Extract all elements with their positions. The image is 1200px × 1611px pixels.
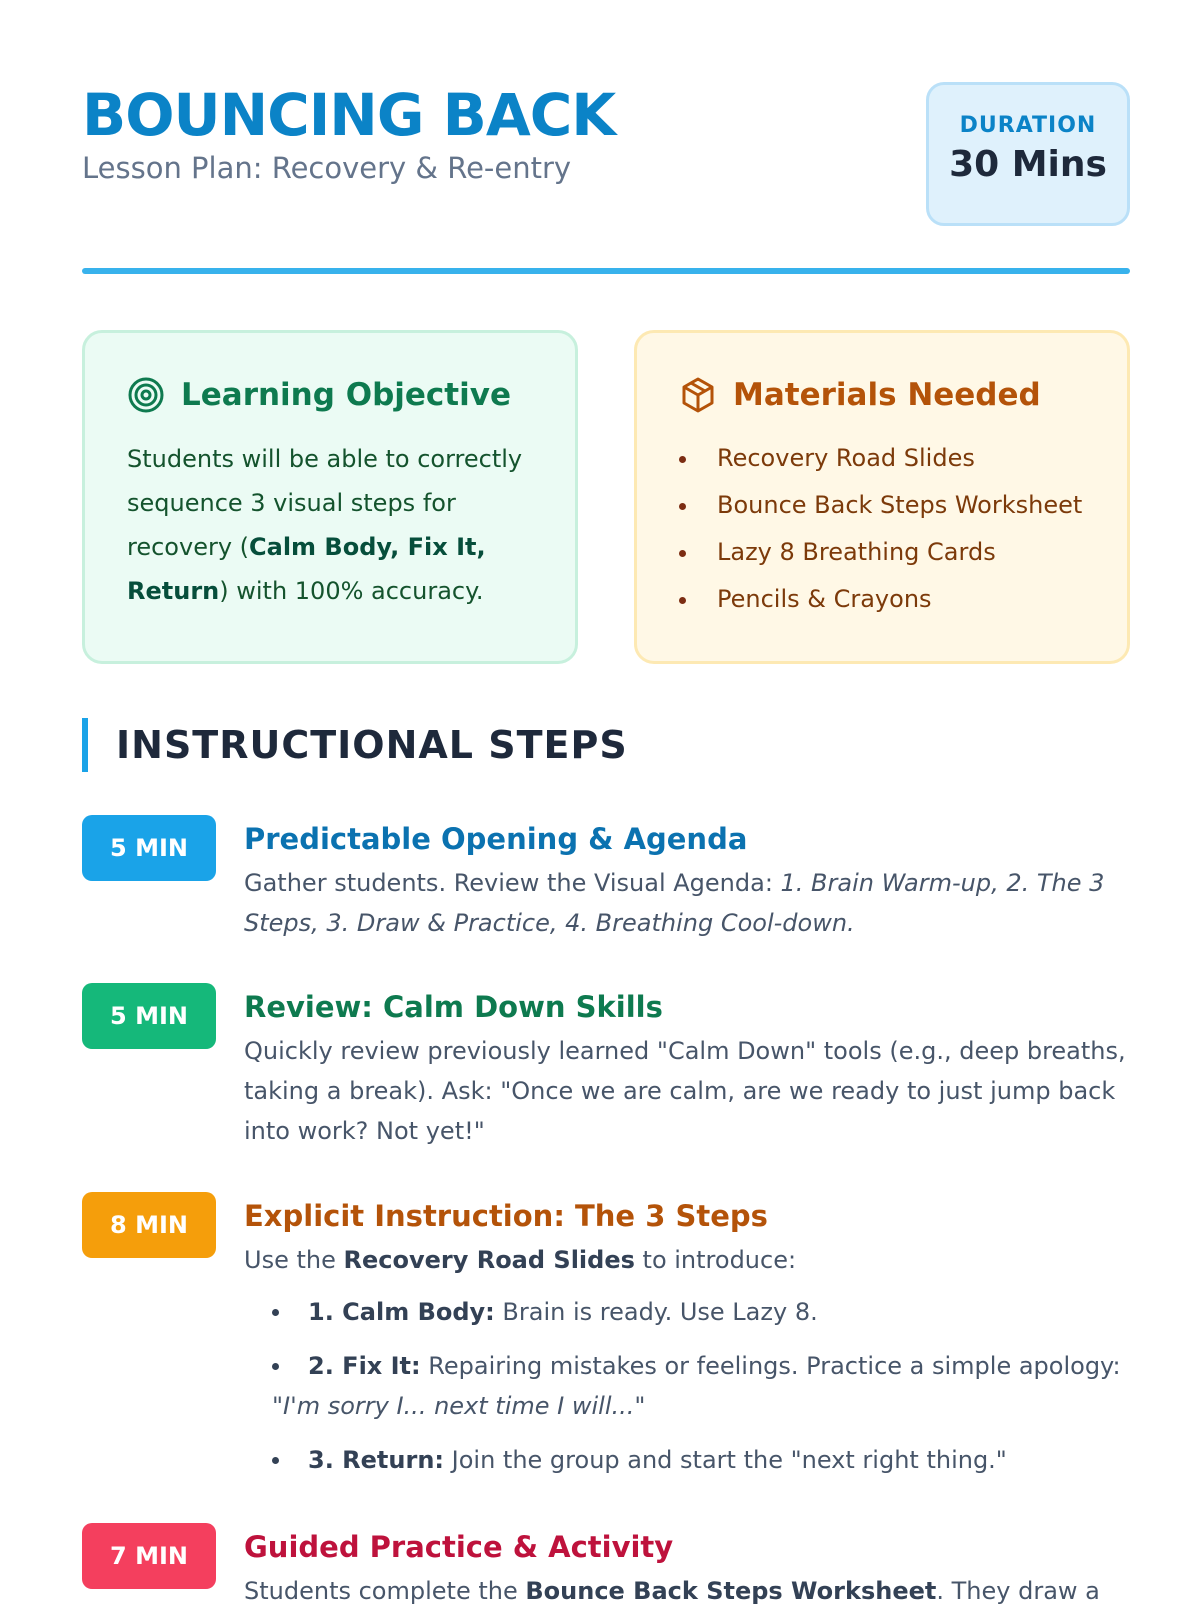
materials-heading	[679, 373, 1085, 417]
step-title: Predictable Opening & Agenda	[244, 822, 748, 856]
list-item: 2. Fix It: Repairing mistakes or feelings. Practice a simple apology: "I'm sorry I... next time I will..."	[272, 1346, 1130, 1426]
time-badge: 5 MIN	[82, 983, 216, 1049]
page-title: BOUNCING BACK	[82, 81, 616, 149]
section-heading	[82, 718, 628, 772]
learning-objective-card	[82, 330, 578, 664]
list-item: Bounce Back Steps Worksheet	[679, 482, 1085, 529]
step-text: Students complete the Bounce Back Steps Worksheet. They draw a	[244, 1577, 1100, 1605]
package-icon	[679, 376, 717, 414]
objective-text: Students will be able to correctly sequence 3 visual steps for recovery (Calm Body, Fix It, Return) with 100% accuracy.	[127, 445, 523, 605]
materials-list	[679, 435, 1085, 623]
header	[82, 80, 1130, 230]
materials-title: Materials Needed	[733, 377, 1041, 413]
target-icon	[127, 376, 165, 414]
step-title: Guided Practice & Activity	[244, 1530, 674, 1564]
duration-label: DURATION	[959, 113, 1097, 138]
list-item: Lazy 8 Breathing Cards	[679, 529, 1085, 576]
duration-value: 30 Mins	[949, 144, 1107, 185]
step-title: Explicit Instruction: The 3 Steps	[244, 1199, 768, 1233]
list-item: 1. Calm Body: Brain is ready. Use Lazy 8.	[272, 1292, 1130, 1332]
time-badge: 7 MIN	[82, 1523, 216, 1589]
list-item: Recovery Road Slides	[679, 435, 1085, 482]
steps-list	[244, 1292, 1130, 1480]
list-item: Pencils & Crayons	[679, 576, 1085, 623]
time-badge: 5 MIN	[82, 815, 216, 881]
objective-heading	[127, 373, 533, 417]
time-badge: 8 MIN	[82, 1192, 216, 1258]
page-subtitle: Lesson Plan: Recovery & Re-entry	[82, 151, 572, 185]
step-title: Review: Calm Down Skills	[244, 990, 663, 1024]
materials-card	[634, 330, 1130, 664]
step-text: Quickly review previously learned "Calm Down" tools (e.g., deep breaths, taking a break). Ask: "Once we are calm, are we ready to just jump back into work? Not yet!"	[244, 1037, 1126, 1145]
duration-box	[926, 82, 1130, 226]
section-title: INSTRUCTIONAL STEPS	[116, 723, 628, 767]
step-text: Gather students. Review the Visual Agenda: 1. Brain Warm-up, 2. The 3 Steps, 3. Draw & Practice, 4. Breathing Cool-down.	[244, 869, 1105, 937]
objective-title: Learning Objective	[181, 377, 511, 413]
header-divider	[82, 268, 1130, 274]
list-item: 3. Return: Join the group and start the "next right thing."	[272, 1440, 1130, 1480]
step-text: Use the Recovery Road Slides to introduce:	[244, 1246, 797, 1274]
